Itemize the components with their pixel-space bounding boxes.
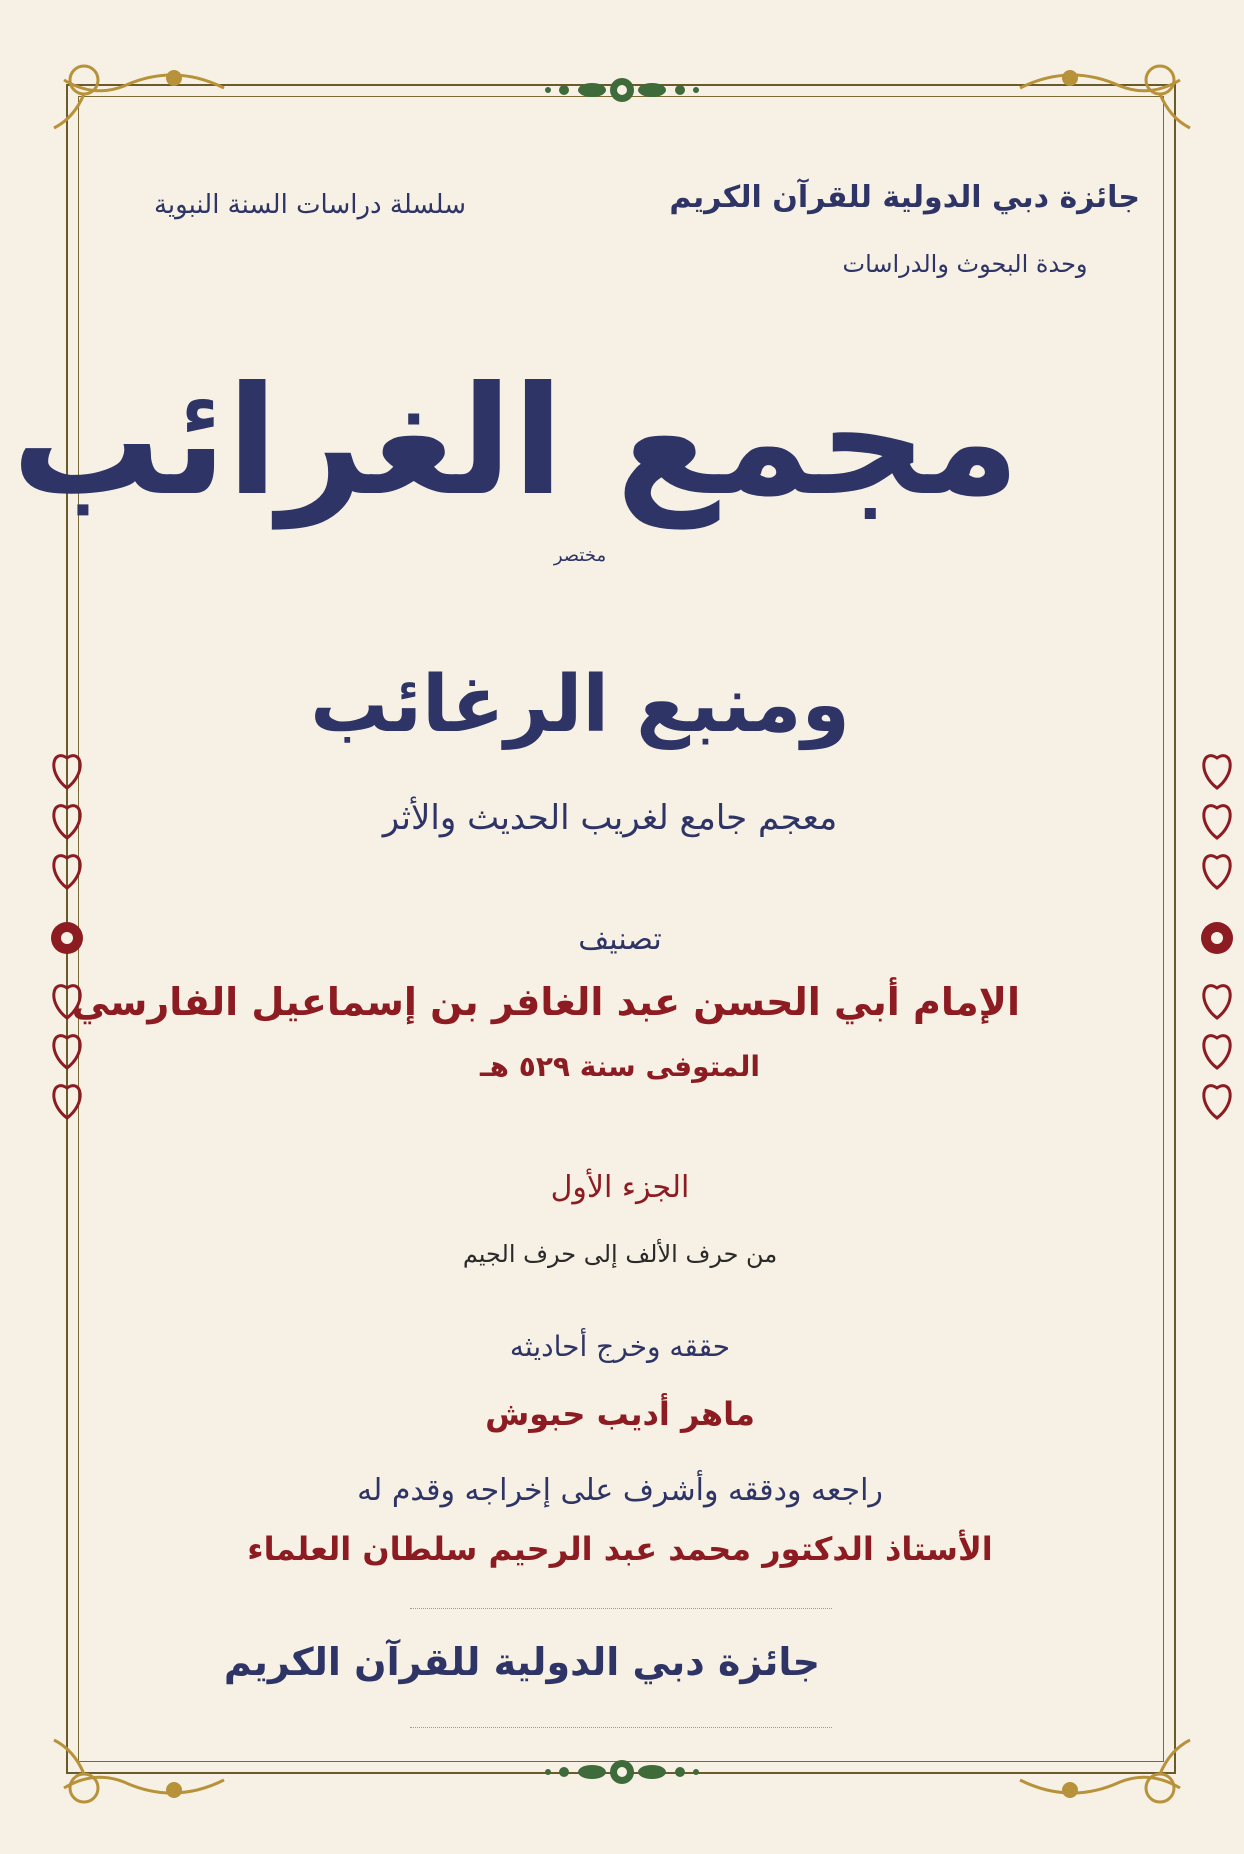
author-name: الإمام أبي الحسن عبد الغافر بن إسماعيل الفارسي — [71, 980, 1020, 1024]
corner-ornament-bottom-left-icon — [44, 1730, 234, 1810]
book-title-main: مجمع الغرائب — [11, 355, 1020, 529]
left-side-heart-ornament-icon — [42, 748, 92, 1128]
award-name-header: جائزة دبي الدولية للقرآن الكريم — [669, 180, 1140, 215]
volume-range: من حرف الألف إلى حرف الجيم — [462, 1240, 778, 1268]
tasnif-label: تصنيف — [578, 922, 662, 957]
corner-ornament-bottom-right-icon — [1010, 1730, 1200, 1810]
mukhtasar-tag: مختصر — [553, 545, 607, 566]
book-subtitle: معجم جامع لغريب الحديث والأثر — [382, 798, 838, 838]
top-center-floral-ornament-icon — [540, 70, 704, 110]
book-title-second: ومنبع الرغائب — [310, 660, 850, 750]
review-label: راجعه ودققه وأشرف على إخراجه وقدم له — [357, 1473, 883, 1508]
reviewer-name: الأستاذ الدكتور محمد عبد الرحيم سلطان العلماء — [247, 1530, 993, 1568]
bottom-center-floral-ornament-icon — [540, 1752, 704, 1792]
research-unit: وحدة البحوث والدراسات — [842, 250, 1088, 278]
volume-label: الجزء الأول — [550, 1170, 690, 1205]
series-name: سلسلة دراسات السنة النبوية — [153, 190, 467, 220]
corner-ornament-top-right-icon — [1010, 58, 1200, 138]
tahqiq-label: حققه وخرج أحاديثه — [509, 1330, 731, 1363]
corner-ornament-top-left-icon — [44, 58, 234, 138]
footer-award-name: جائزة دبي الدولية للقرآن الكريم — [223, 1640, 820, 1684]
right-side-heart-ornament-icon — [1192, 748, 1242, 1128]
editor-name: ماهر أديب حبوش — [485, 1395, 755, 1433]
author-death-year: المتوفى سنة ٥٢٩ هـ — [480, 1050, 760, 1083]
